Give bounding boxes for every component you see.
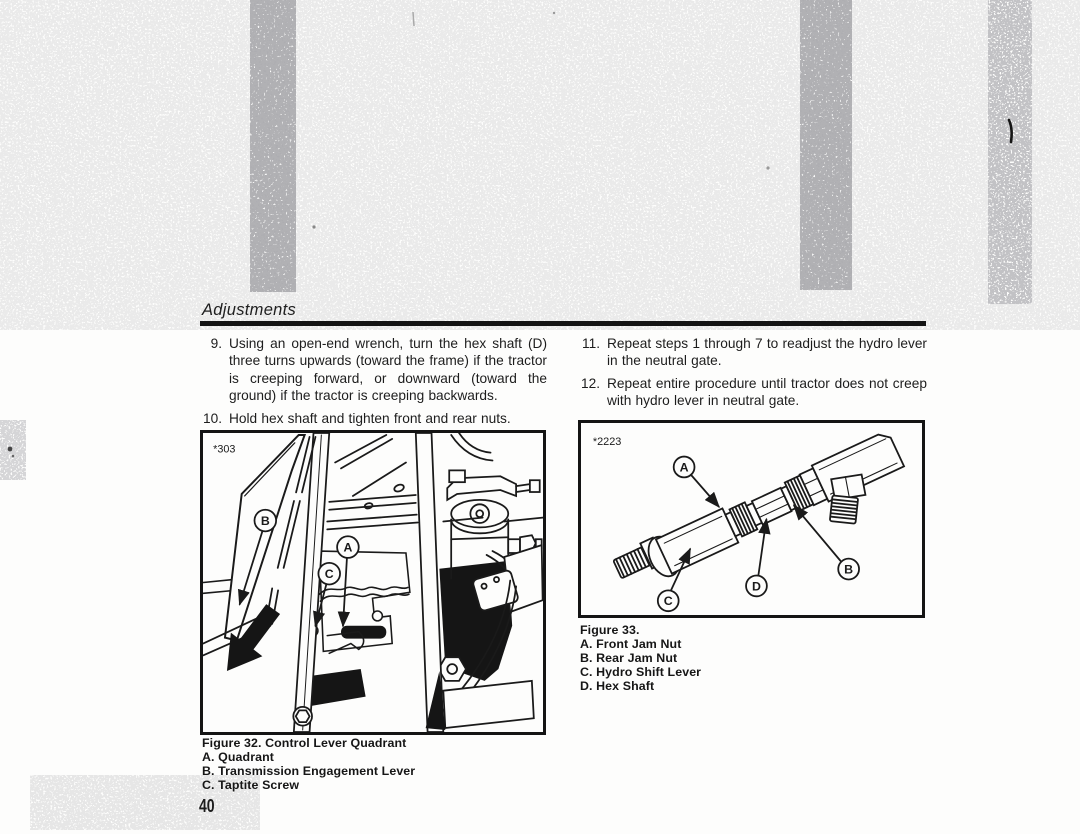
callout-b: B xyxy=(844,562,854,577)
figure-32-caption xyxy=(202,737,415,793)
step-text: Using an open-end wrench, turn the hex shaft (D) three turns upwards (toward the frame) if the tractor is creeping forward, or downward (toward the ground) if the tractor is creeping backwards. xyxy=(229,336,547,404)
figure-33-drawing xyxy=(581,423,922,615)
photo-id-label: *303 xyxy=(213,443,236,456)
step-number: 11. xyxy=(581,336,600,351)
figure-33-title: Figure 33. xyxy=(580,623,640,637)
callout-c: C xyxy=(663,594,673,609)
step-11 xyxy=(578,335,927,370)
figure-32-title: Figure 32. Control Lever Quadrant xyxy=(202,736,407,750)
step-number: 12. xyxy=(580,375,600,391)
callout-b: B xyxy=(260,513,270,528)
step-9 xyxy=(200,335,547,405)
heading-rule xyxy=(200,321,926,326)
photo-id-label: *2223 xyxy=(592,436,622,449)
page-number: 40 xyxy=(199,796,215,816)
section-heading: Adjustments xyxy=(202,301,297,319)
figure-32-drawing xyxy=(203,433,543,732)
legend-item: A. Front Jam Nut xyxy=(580,636,682,651)
legend-item: C. Taptite Screw xyxy=(202,777,300,792)
right-column xyxy=(578,335,927,410)
callout-d: D xyxy=(751,579,761,594)
step-number: 9. xyxy=(210,336,222,351)
step-text: Repeat entire procedure until tractor does not creep with hydro lever in neutral gate. xyxy=(607,375,927,409)
legend-item: C. Hydro Shift Lever xyxy=(580,664,702,679)
linkage-assembly xyxy=(612,429,905,596)
step-text: Repeat steps 1 through 7 to readjust the hydro lever in the neutral gate. xyxy=(607,336,927,369)
left-column xyxy=(200,335,547,427)
step-number: 10. xyxy=(202,410,222,426)
legend-item: D. Hex Shaft xyxy=(580,678,655,693)
callout-a: A xyxy=(679,460,689,475)
hex-bolt xyxy=(438,657,466,681)
rear-stud xyxy=(827,471,868,524)
step-text: Hold hex shaft and tighten front and rear nuts. xyxy=(229,410,511,426)
step-10 xyxy=(200,410,547,427)
figure-33-caption xyxy=(580,624,701,694)
legend-item: B. Transmission Engagement Lever xyxy=(202,763,416,778)
figure-32-image xyxy=(200,430,546,735)
legend-item: B. Rear Jam Nut xyxy=(580,650,678,665)
callout-c: C xyxy=(324,567,334,582)
callout-a: A xyxy=(343,540,353,555)
figure-33-image xyxy=(578,420,925,618)
legend-item: A. Quadrant xyxy=(202,749,275,764)
step-12 xyxy=(578,375,927,410)
